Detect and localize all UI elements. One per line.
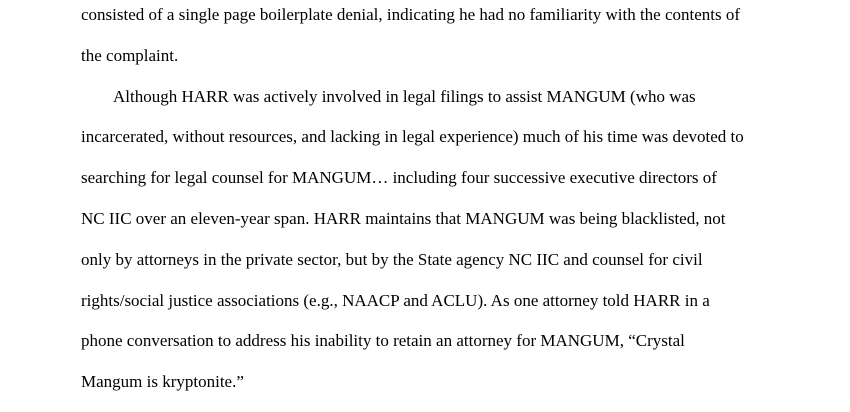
text-block (81, 0, 781, 403)
text-line: Mangum is kryptonite.” (81, 372, 244, 392)
text-line: rights/social justice associations (e.g., NAACP and ACLU). As one attorney told HARR in a (81, 290, 710, 310)
text-line: NC IIC over an eleven-year span. HARR maintains that MANGUM was being blacklisted, not (81, 208, 726, 228)
text-line: searching for legal counsel for MANGUM… including four successive executive directors of (81, 168, 717, 188)
text-line: phone conversation to address his inability to retain an attorney for MANGUM, “Crystal (81, 331, 685, 351)
text-line: Although HARR was actively involved in legal filings to assist MANGUM (who was (113, 86, 696, 106)
text-line: only by attorneys in the private sector, but by the State agency NC IIC and counsel for civil (81, 249, 703, 269)
text-line: incarcerated, without resources, and lacking in legal experience) much of his time was devoted to (81, 127, 744, 147)
text-line: the complaint. (81, 45, 179, 65)
text-line: consisted of a single page boilerplate denial, indicating he had no familiarity with the contents of (81, 5, 741, 24)
